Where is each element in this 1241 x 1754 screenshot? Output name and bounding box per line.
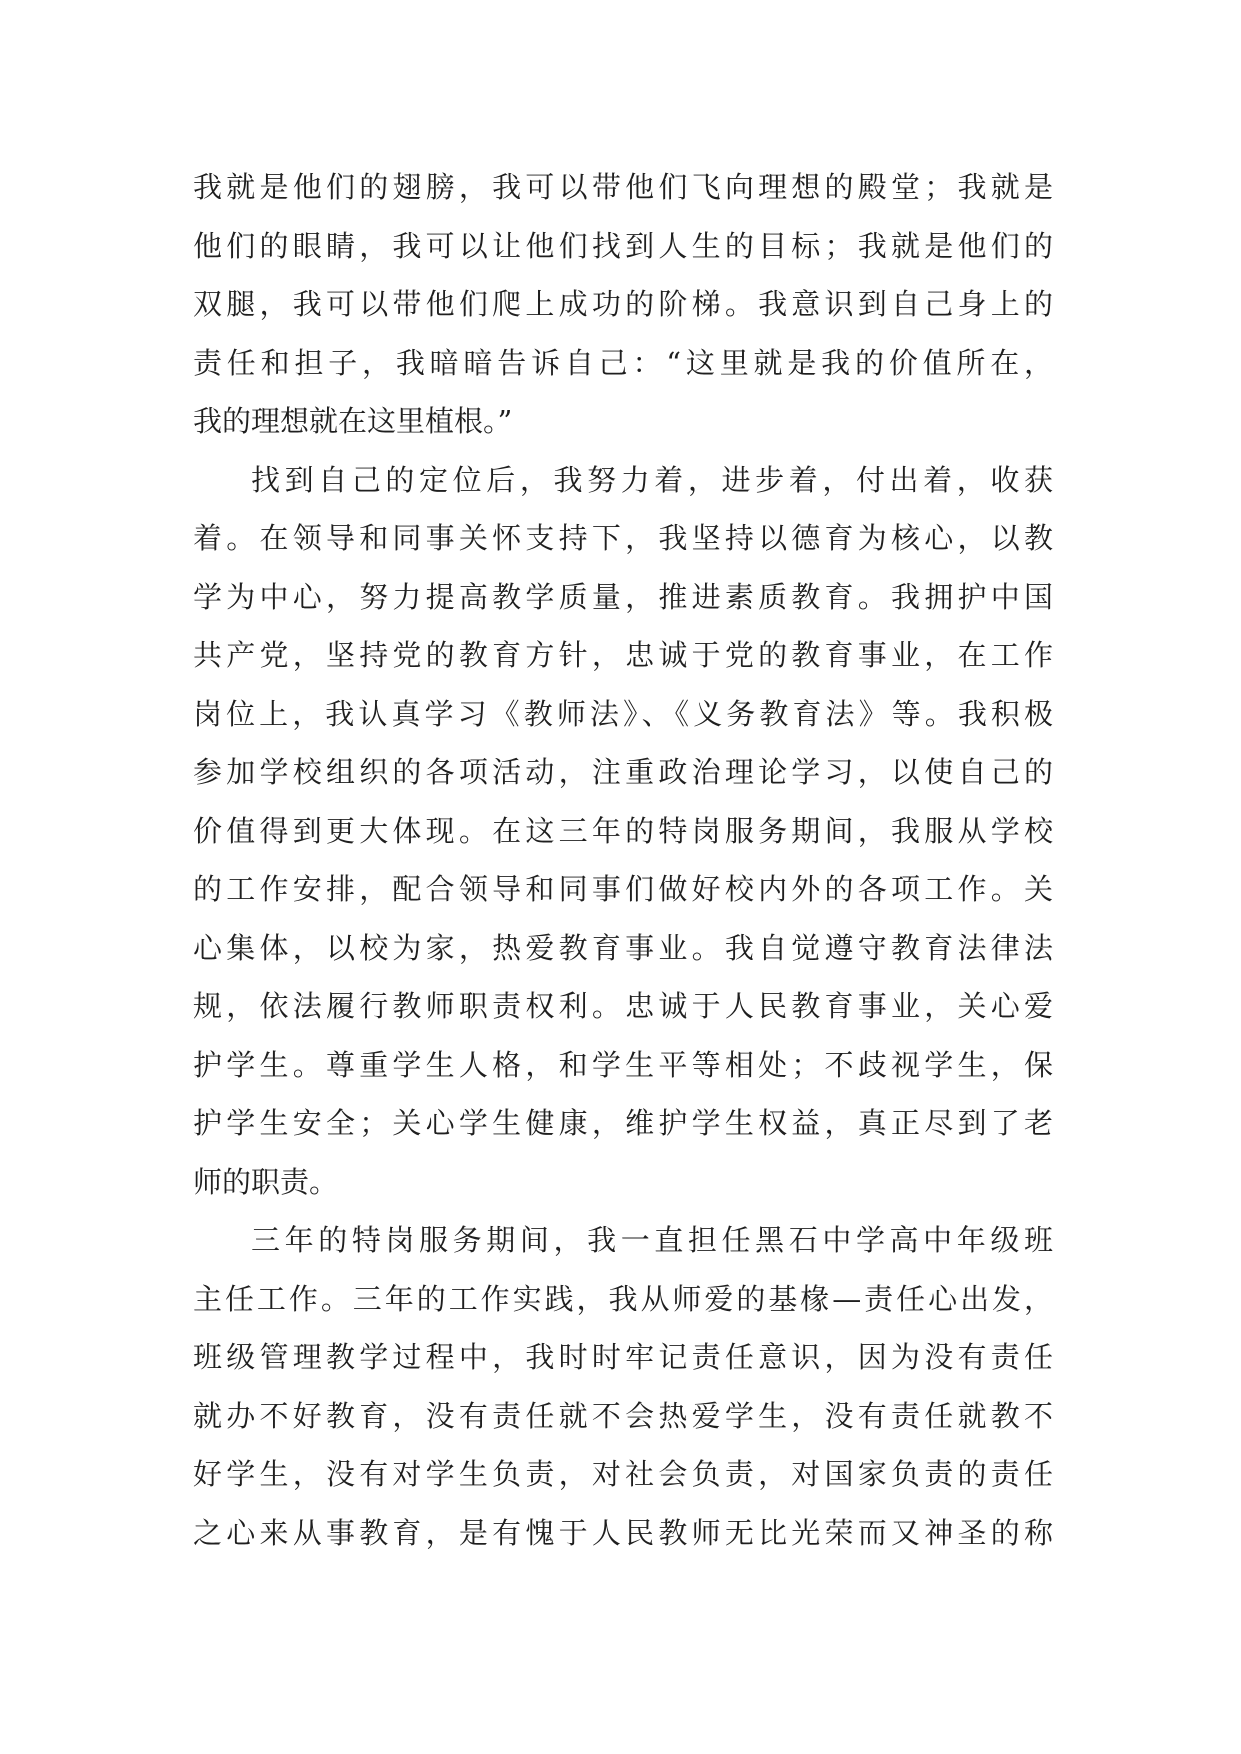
text-line: 三年的特岗服务期间，我一直担任黑石中学高中年级班	[251, 1223, 1053, 1257]
text-line: 的工作安排，配合领导和同事们做好校内外的各项工作。关	[193, 872, 1053, 906]
text-line: 班级管理教学过程中，我时时牢记责任意识，因为没有责任	[193, 1340, 1053, 1374]
text-line: 责任和担子，我暗暗告诉自己：“这里就是我的价值所在，	[193, 345, 1053, 380]
text-line: 他们的眼睛，我可以让他们找到人生的目标；我就是他们的	[193, 228, 1053, 263]
text-line: 我就是他们的翅膀，我可以带他们飞向理想的殿堂；我就是	[193, 170, 1053, 204]
text-line: 好学生，没有对学生负责，对社会负责，对国家负责的责任	[193, 1457, 1053, 1491]
text-line: 找到自己的定位后，我努力着，进步着，付出着，收获	[251, 462, 1053, 497]
text-line: 着。在领导和同事关怀支持下，我坚持以德育为核心，以教	[193, 521, 1053, 555]
paragraph-2	[193, 451, 1053, 1212]
text-line: 心集体，以校为家，热爱教育事业。我自觉遵守教育法律法	[193, 930, 1053, 965]
text-line: 价值得到更大体现。在这三年的特岗服务期间，我服从学校	[193, 813, 1053, 848]
text-line: 共产党，坚持党的教育方针，忠诚于党的教育事业，在工作	[193, 638, 1053, 672]
text-line: 学为中心，努力提高教学质量，推进素质教育。我拥护中国	[193, 579, 1053, 614]
text-line: 岗位上，我认真学习《教师法》、《义务教育法》等。我积极	[193, 696, 1053, 731]
text-line: 双腿，我可以带他们爬上成功的阶梯。我意识到自己身上的	[193, 287, 1053, 321]
text-line: 就办不好教育，没有责任就不会热爱学生，没有责任就教不	[193, 1398, 1053, 1433]
paragraph-3	[193, 1211, 1053, 1562]
text-line: 规，依法履行教师职责权利。忠诚于人民教育事业，关心爱	[193, 989, 1053, 1023]
text-line: 护学生安全；关心学生健康，维护学生权益，真正尽到了老	[193, 1106, 1053, 1140]
text-line: 护学生。尊重学生人格，和学生平等相处；不歧视学生，保	[193, 1047, 1053, 1082]
paragraph-1	[193, 158, 1053, 451]
text-line: 我的理想就在这里植根。”	[193, 404, 513, 438]
text-line: 师的职责。	[193, 1164, 339, 1199]
text-line: 之心来从事教育，是有愧于人民教师无比光荣而又神圣的称	[193, 1515, 1053, 1550]
text-line: 参加学校组织的各项活动，注重政治理论学习，以使自己的	[193, 755, 1053, 789]
text-line: 主任工作。三年的工作实践，我从师爱的基椽—责任心出发，	[193, 1281, 1053, 1316]
body-text	[193, 158, 1053, 1562]
